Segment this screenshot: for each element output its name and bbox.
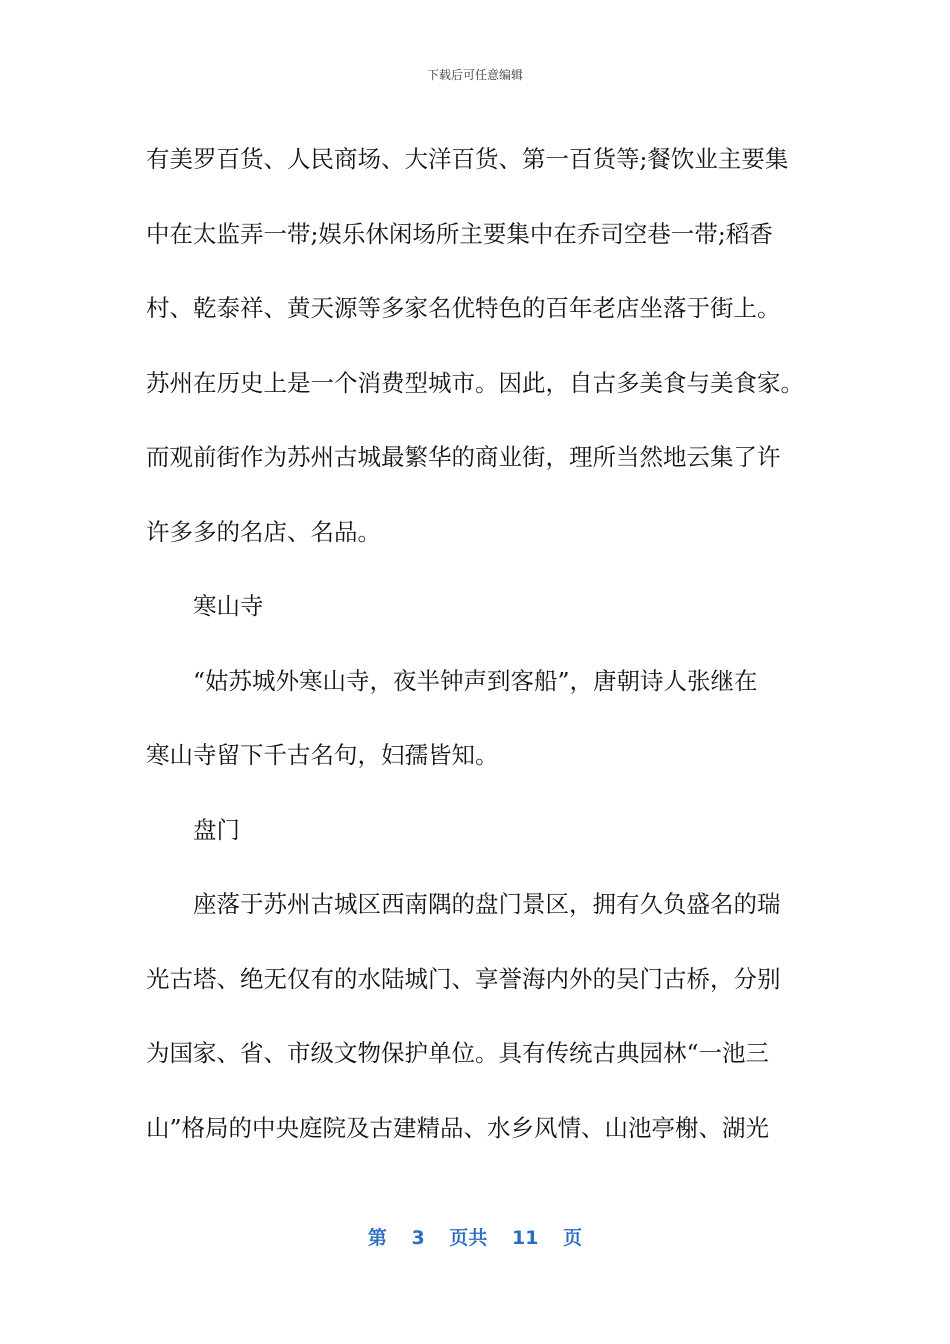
footer-total-pages: 11: [512, 1227, 539, 1249]
footer-page-number: 3: [411, 1227, 425, 1249]
body-line: 许多多的名店、名品。: [146, 517, 381, 546]
body-line: 山”格局的中央庭院及古建精品、水乡风情、山池亭榭、湖光: [146, 1113, 770, 1142]
footer-prefix: 第: [367, 1227, 387, 1249]
body-line: 座落于苏州古城区西南隅的盘门景区，拥有久负盛名的瑞: [193, 890, 781, 918]
section-heading-panmen: 盘门: [193, 815, 240, 844]
page-header: 下载后可任意编辑: [426, 68, 523, 82]
body-line: 而观前街作为苏州古城最繁华的商业街，理所当然地云集了许: [146, 443, 781, 471]
body-line: 中在太监弄一带;娱乐休闲场所主要集中在乔司空巷一带;稻香: [146, 219, 773, 248]
body-line: 苏州在历史上是一个消费型城市。因此，自古多美食与美食家。: [146, 368, 804, 397]
section-heading-hanshan-temple: 寒山寺: [193, 592, 264, 620]
body-line: 寒山寺留下千古名句，妇孺皆知。: [146, 741, 499, 769]
footer-suffix: 页: [563, 1227, 583, 1249]
body-line: “姑苏城外寒山寺，夜半钟声到客船”，唐朝诗人张继在: [193, 666, 758, 695]
body-line: 光古塔、绝无仅有的水陆城门、享誉海内外的吴门古桥，分别: [146, 964, 781, 993]
page-footer: [0, 1223, 950, 1250]
document-body: [146, 122, 814, 1165]
body-line: 村、乾泰祥、黄天源等多家名优特色的百年老店坐落于街上。: [146, 294, 781, 322]
body-line: 有美罗百货、人民商场、大洋百货、第一百货等;餐饮业主要集: [146, 145, 789, 173]
footer-middle: 页共: [449, 1227, 488, 1249]
body-line: 为国家、省、市级文物保护单位。具有传统古典园林“一池三: [146, 1039, 770, 1067]
